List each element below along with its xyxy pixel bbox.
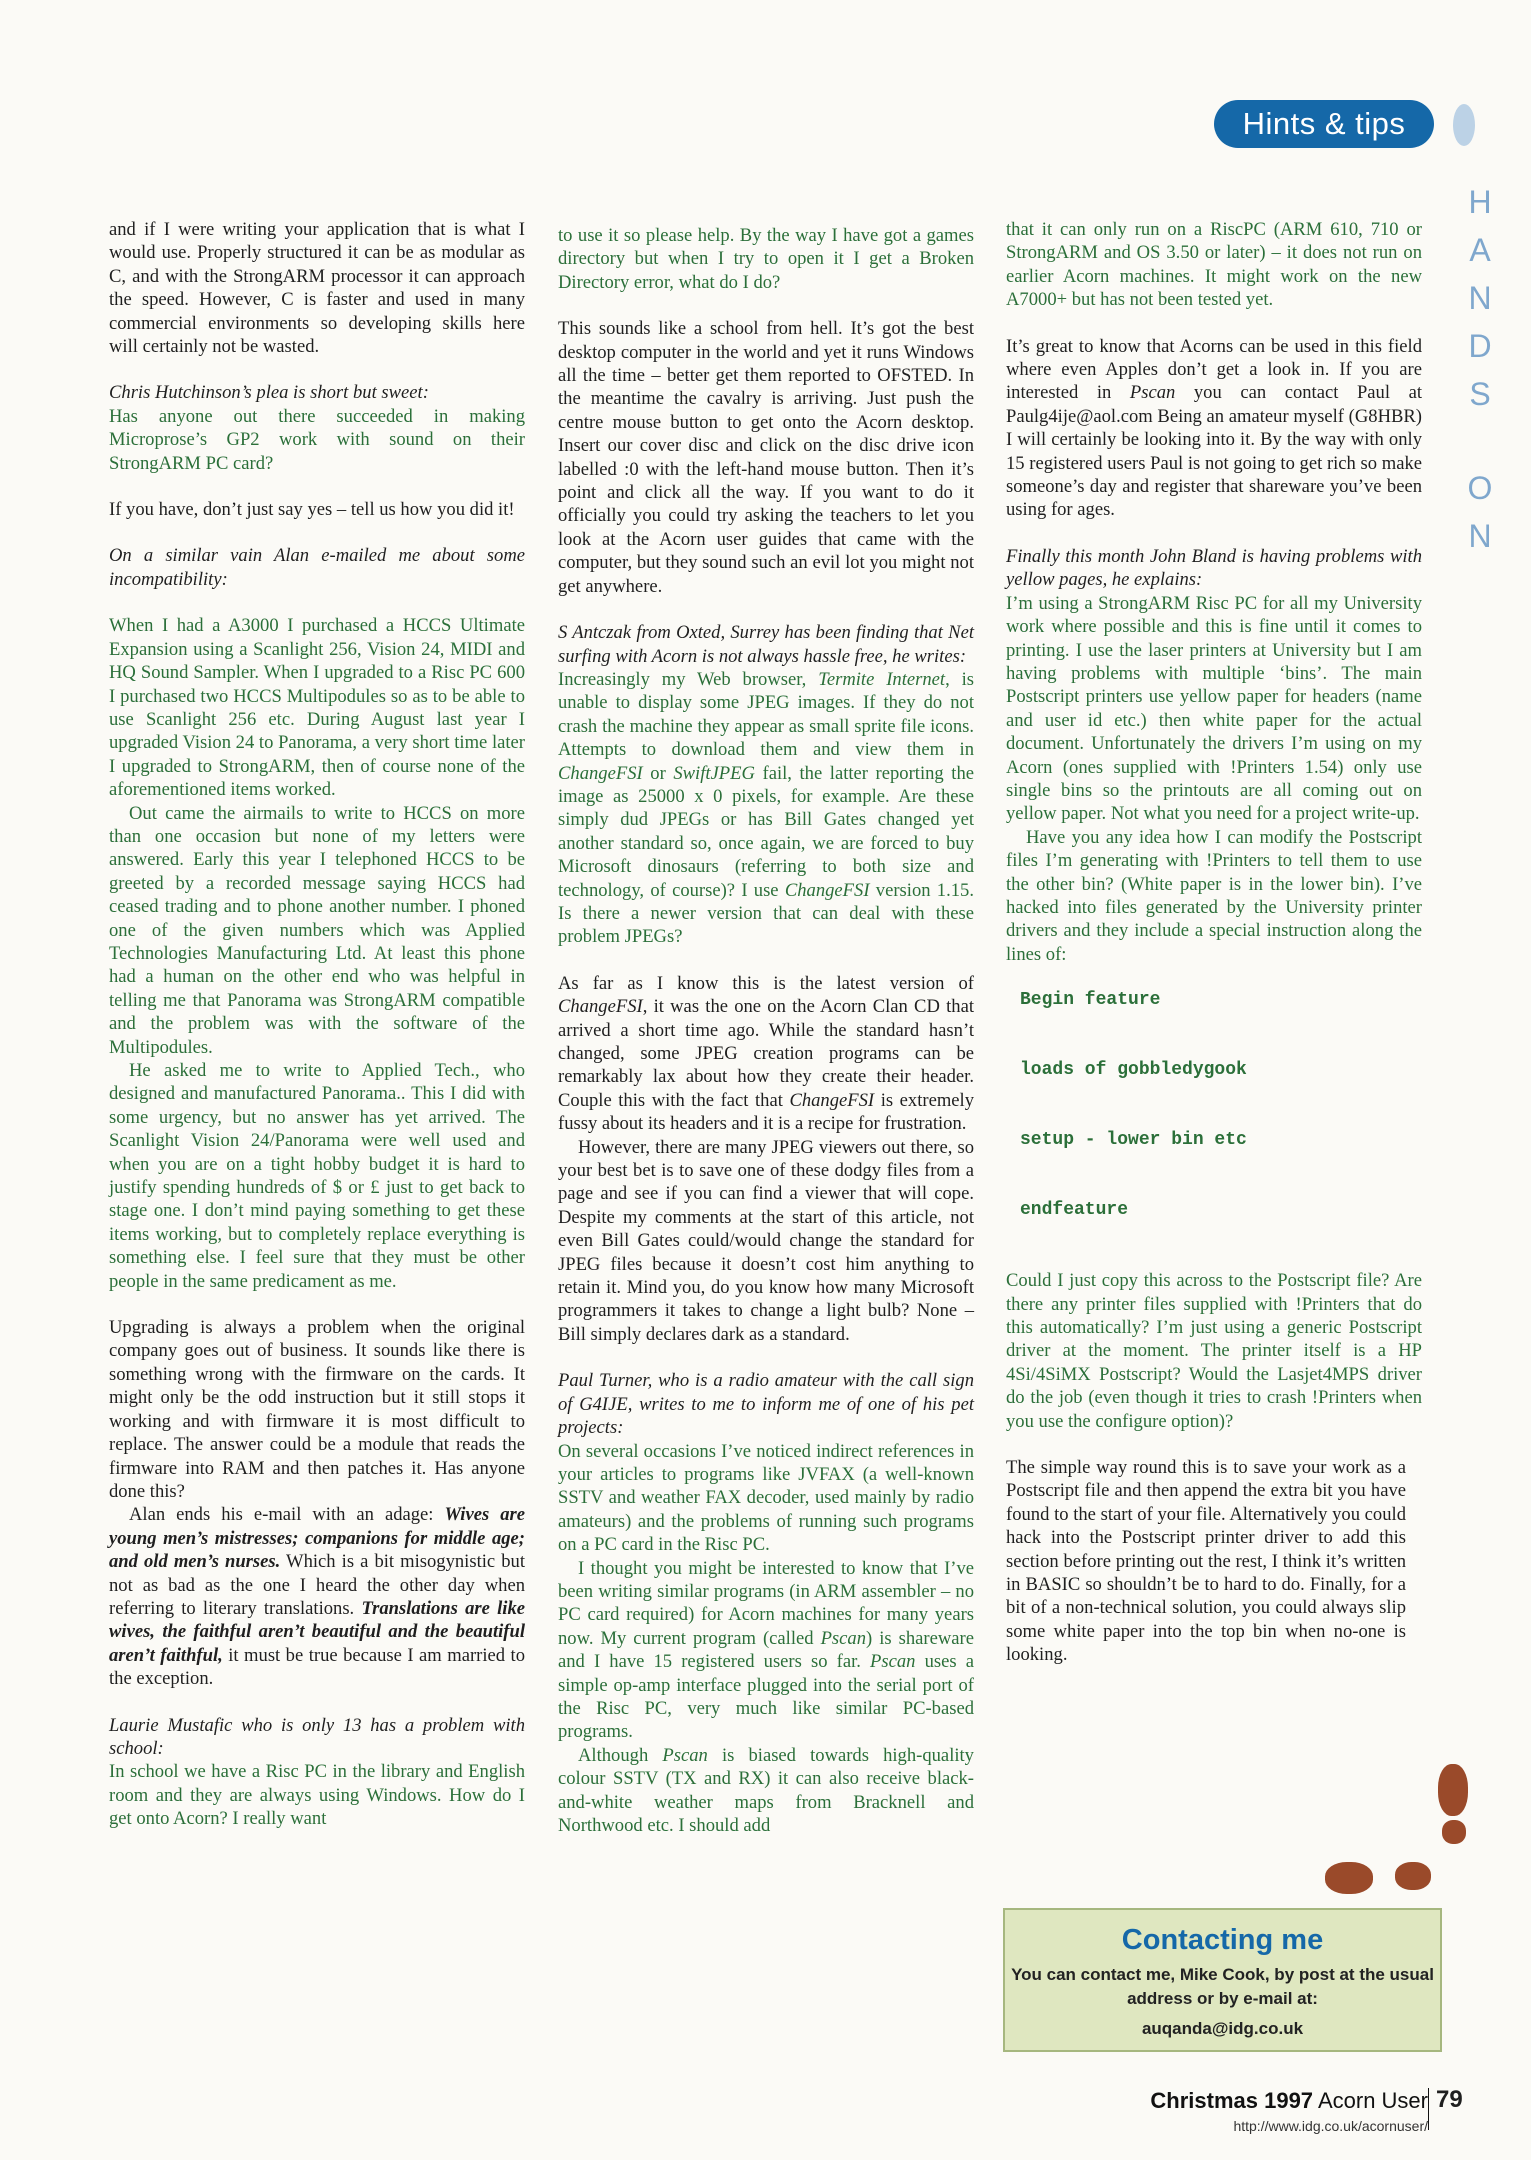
software-name: Pscan xyxy=(662,1744,708,1766)
vertical-letter: N xyxy=(1468,518,1492,554)
magazine-name: Acorn User xyxy=(1317,2088,1428,2113)
reader-letter: In school we have a Risc PC in the library and English room and they are always using Windows. How do I get onto Acorn? I really want xyxy=(109,1761,525,1830)
text-run: As far as I know this is the latest version of xyxy=(558,972,974,994)
text-run: you can contact Paul at Paulg4ije@aol.com Being an amateur myself (G8HBR) I will certainly be looking into it. By the way with only 15 registered users Paul is not going to get rich so make someone’s day and register that shareware you’ve been using for ages. xyxy=(1006,382,1422,521)
code-listing xyxy=(1006,989,1422,1269)
text-run: Although xyxy=(578,1744,663,1766)
vertical-letter: H xyxy=(1468,184,1492,220)
article-column-2 xyxy=(558,224,974,1966)
answer-paragraph xyxy=(109,1503,525,1690)
contact-email: auqanda@idg.co.uk xyxy=(1141,2019,1304,2038)
text-run: or xyxy=(642,762,674,784)
answer-paragraph: Upgrading is always a problem when the original company goes out of business. It sounds like there is something wrong with the firmware on the cards. It might only be the odd instruction but it still stops it working and with firmware it is most difficult to replace. The answer could be a module that reads the firmware into RAM and then patches it. Has anyone done this? xyxy=(109,1317,525,1502)
software-name: Pscan xyxy=(1129,382,1176,404)
text-run: It’s great to know that Acorns can be used in this field where even Apples don’t get a look in. If you are interested in xyxy=(1006,335,1422,404)
issue-date: Christmas 1997 xyxy=(1150,2088,1314,2113)
contact-box xyxy=(1003,1908,1442,2052)
letter-intro: Finally this month John Bland is having problems with yellow pages, he explains: xyxy=(1006,545,1422,591)
letter-intro: Laurie Mustafic who is only 13 has a problem with school: xyxy=(109,1714,525,1759)
answer-paragraph: The simple way round this is to save your work as a Postscript file and then append the extra bit you have found to the start of your file. Alternatively you could hack into the Postscript printer driver to add this section before printing out the rest, I think it’s written in BASIC so shouldn’t be to hard to do. Finally, for a bit of a non-technical solution, you could always slip some white paper into the top bin when no-one is looking. xyxy=(1006,1457,1406,1666)
code-line: endfeature xyxy=(1020,1200,1129,1221)
answer-paragraph xyxy=(558,972,974,1136)
code-line: setup - lower bin etc xyxy=(1020,1130,1247,1151)
paragraph: and if I were writing your application that is what I would use. Properly structured it can be as modular as C, and with the StrongARM processor it can approach the speed. However, C is faster and used in many commercial environments so developing skills here will certainly not be wasted. xyxy=(109,219,525,358)
text-run: fail, the latter reporting the image as 25000 x 0 pixels, for example. Are these simply dud JPEGs or has Bill Gates changed yet another standard so, once again, we are forced to buy Microsoft dinosaurs (referring to both size and technology, of course)? I use xyxy=(558,762,974,901)
software-name: ChangeFSI xyxy=(558,996,643,1018)
page-number: 79 xyxy=(1436,2086,1463,2113)
text-run: I thought you might be interested to know that I’ve been writing similar programs (in ARM assembler – no PC card required) for Acorn machines for many years now. My current program (called xyxy=(558,1557,974,1649)
letter-intro: Paul Turner, who is a radio amateur with the call sign of G4IJE, writes to me to inform me of one of his pet projects: xyxy=(558,1370,974,1439)
reader-letter: He asked me to write to Applied Tech., who designed and manufactured Panorama.. This I did with some urgency, but no answer has yet arrived. The Scanlight Vision 24/Panorama were well used and when you are on a tight hobby budget it is hard to justify spending hundreds of $ or £ just to get back to stage one. I don’t mind paying something to get these items working, but to completely replace everything is something else. I feel sure that they must be other people in the same predicament as me. xyxy=(109,1060,525,1292)
vertical-section-title xyxy=(1460,178,1500,560)
reader-letter: to use it so please help. By the way I have got a games directory but when I try to open it I get a Broken Directory error, what do I do? xyxy=(558,225,974,293)
reader-letter: When I had a A3000 I purchased a HCCS Ultimate Expansion using a Scanlight 256, Vision 24, MIDI and HQ Sound Sampler. When I upgraded to a Risc PC 600 I purchased two HCCS Multipodules so as to be able to use Scanlight 256 etc. During August last year I upgraded Vision 24 to Panorama, a very short time later I upgraded to StrongARM, then of course none of the aforementioned items worked. xyxy=(109,615,525,801)
text-run: is extremely fussy about its headers and it is a recipe for frustration. xyxy=(558,1089,974,1135)
reader-letter: I’m using a StrongARM Risc PC for all my University work where possible and this is fine until it comes to printing. I use the laser printers at University but I am having problems with multiple ‘bins’. The main Postscript printers use yellow paper for headers (name and user id etc.) then white paper for the actual document. Unfortunately the drivers I’m using on my Acorn (ones supplied with !Printers 1.54) only use single bins so the printouts are all coming out on yellow paper. Not what you need for a project write-up. xyxy=(1006,592,1422,825)
vertical-letter: A xyxy=(1469,232,1491,268)
text-run: Increasingly my Web browser, xyxy=(558,668,819,690)
software-name: ChangeFSI xyxy=(784,879,870,901)
text-run: , is unable to display some JPEG images. If they do not crash the machine they appear as small sprite file icons. Attempts to download them and view them in xyxy=(558,668,974,761)
software-name: Pscan xyxy=(820,1627,867,1649)
reader-letter: that it can only run on a RiscPC (ARM 610, 710 or StrongARM and OS 3.50 or later) – it does not run on earlier Acorn machines. It might work on the new A7000+ but has not been tested yet. xyxy=(1006,219,1422,311)
code-line: Begin feature xyxy=(1020,990,1161,1011)
answer-paragraph: However, there are many JPEG viewers out there, so your best bet is to save one of these dodgy files from a page and see if you can find a viewer that will cope. Despite my comments at the start of this article, not even Bill Gates could/would change the standard for JPEG files because it doesn’t cost him anything to retain it. Mind you, do you know how many Microsoft programmers it takes to change a light bulb? None – Bill simply declares dark as a standard. xyxy=(558,1136,974,1345)
letter-intro: S Antczak from Oxted, Surrey has been finding that Net surfing with Acorn is not always hassle free, he writes: xyxy=(558,622,974,667)
letter-intro: On a similar vain Alan e-mailed me about some incompatibility: xyxy=(109,545,525,590)
text-run: Alan ends his e-mail with an adage: xyxy=(129,1504,445,1526)
software-name: ChangeFSI xyxy=(789,1089,875,1111)
vertical-letter: S xyxy=(1469,376,1491,412)
text-run: uses a simple op-amp interface plugged into the serial port of the Risc PC, very much like similar PC-based programs. xyxy=(558,1651,974,1743)
reader-letter xyxy=(558,668,974,949)
text-run: it must be true because I am married to the exception. xyxy=(109,1644,525,1690)
vertical-letter: O xyxy=(1467,470,1493,506)
quote-adage: Translations are like wives, the faithful aren’t beautiful and the beautiful aren’t faithful, xyxy=(109,1597,525,1666)
text-run: , it was the one on the Acorn Clan CD that arrived a short time ago. While the standard hasn’t changed, some JPEG creation programs can be remarkably lax about how they create their header. Couple this with the fact that xyxy=(558,996,974,1111)
reader-letter: Out came the airmails to write to HCCS on more than one occasion but none of my letters were answered. Early this year I telephoned HCCS to be greeted by a recorded message saying HCCS had ceased trading and to phone another number. I phoned one of the given numbers which was Applied Technologies Manufacturing Ltd. At least this phone had a human on the other end who was helpful in telling me that Panorama was StrongARM compatible and the problem was with the software of the Multipodules. xyxy=(109,802,525,1058)
footer-divider xyxy=(1428,2088,1429,2130)
software-name: Pscan xyxy=(870,1651,916,1673)
software-name: SwiftJPEG xyxy=(673,762,755,784)
quote-adage: Wives are young men’s mistresses; companions for middle age; and old men’s nurses. xyxy=(109,1504,525,1573)
answer-paragraph: This sounds like a school from hell. It’s got the best desktop computer in the world and yet it runs Windows all the time – better get them reported to OFSTED. In the meantime the cavalry is arriving. Just push the centre mouse button to get onto the Acorn desktop. Insert our cover disc and click on the disc drive icon labelled :0 with the left-hand mouse button. Then it’s point and click all the way. If you want to do it officially you could try asking the teachers to let you look at the Acorn user guides that came with the computer, but they sound such an evil lot you might not get anywhere. xyxy=(558,318,974,597)
article-column-1 xyxy=(109,218,525,1923)
software-name: ChangeFSI xyxy=(558,762,643,784)
vertical-letter: D xyxy=(1468,328,1492,364)
reader-letter: On several occasions I’ve noticed indirect references in your articles to programs like JVFAX (a well-known SSTV and weather FAX decoder, used mainly by radio amateurs) and the problems of running such programs on a PC card in the Risc PC. xyxy=(558,1440,974,1556)
vertical-letter: N xyxy=(1468,280,1492,316)
text-run: ) is shareware and I have 15 registered users so far. xyxy=(558,1627,974,1673)
article-column-3 xyxy=(1006,218,1422,1842)
contact-text: You can contact me, Mike Cook, by post at the usual address or by e-mail at: xyxy=(1011,1965,1434,2008)
footer-url: http://www.idg.co.uk/acornuser/ xyxy=(1233,2118,1428,2134)
reader-letter xyxy=(558,1557,974,1744)
reader-letter xyxy=(558,1744,974,1838)
software-name: Termite Internet xyxy=(818,668,946,690)
answer-paragraph xyxy=(1006,335,1422,522)
text-run: is biased towards high-quality colour SSTV (TX and RX) it can also receive black-and-white weather maps from Bracknell and Northwood etc. I should add xyxy=(558,1744,974,1836)
reader-letter: Could I just copy this across to the Postscript file? Are there any printer files supplied with !Printers that do this automatically? I’m just using a generic Postscript driver at the moment. The printer itself is a HP 4Si/4SiMX Postscript? Would the Lasjet4MPS driver do the job (even though it tries to crash !Printers when you use the configure option)? xyxy=(1006,1270,1422,1432)
reader-letter: Have you any idea how I can modify the Postscript files I’m generating with !Printers to tell them to use the other bin? (White paper is in the lower bin). I’ve hacked into files generated by the University printer drivers and they include a special instruction along the lines of: xyxy=(1006,826,1422,965)
text-run: version 1.15. Is there a newer version that can deal with these problem JPEGs? xyxy=(558,879,974,948)
badge-decoration xyxy=(1453,104,1475,146)
code-line: loads of gobbledygook xyxy=(1020,1060,1247,1081)
answer-paragraph: If you have, don’t just say yes – tell us how you did it! xyxy=(109,499,515,521)
section-badge: Hints & tips xyxy=(1214,100,1434,148)
contact-title: Contacting me xyxy=(1121,1924,1324,1956)
letter-intro: Chris Hutchinson’s plea is short but sweet: xyxy=(109,382,429,404)
page-footer xyxy=(1090,2088,1428,2134)
issue-line xyxy=(1090,2088,1428,2114)
text-run: Which is a bit misogynistic but not as bad as the one I heard the other day when referring to literary translations. xyxy=(109,1551,525,1619)
reader-letter: Has anyone out there succeeded in making Microprose’s GP2 work with sound on their StrongARM PC card? xyxy=(109,405,525,474)
